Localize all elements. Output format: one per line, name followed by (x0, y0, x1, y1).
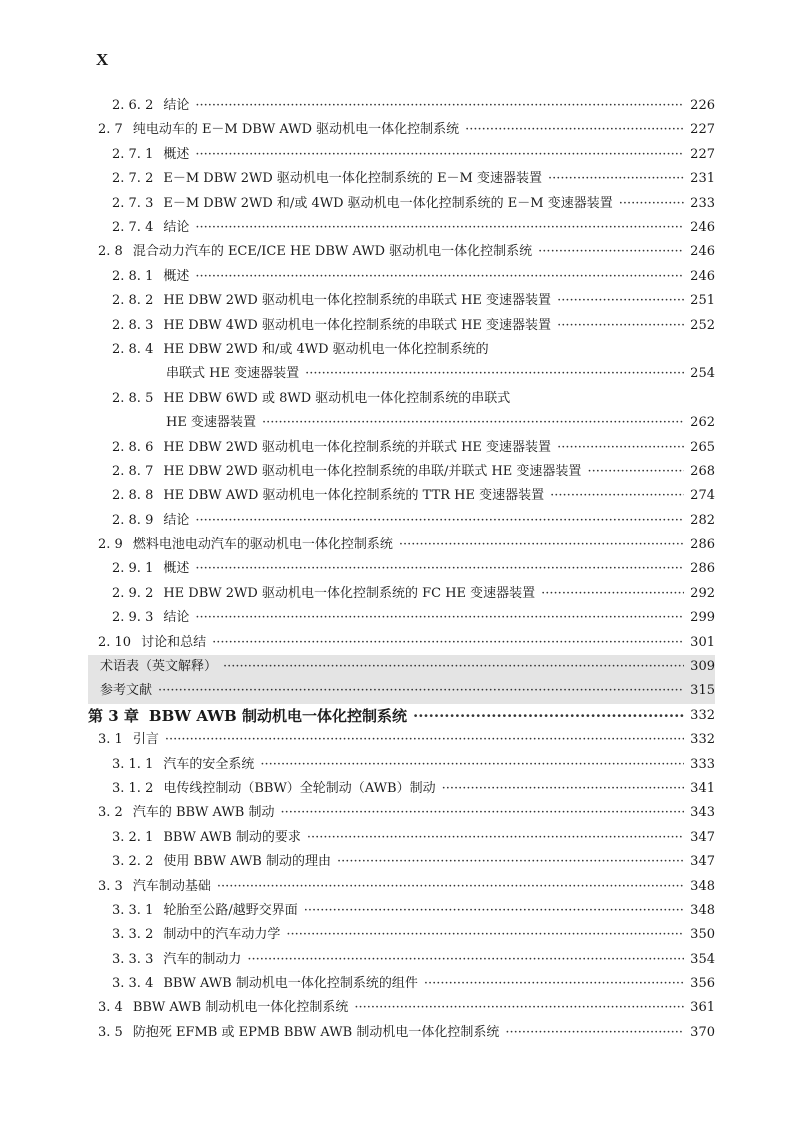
entry-title: 制动中的汽车动力学 (163, 927, 281, 943)
toc-entry[interactable] (88, 850, 715, 874)
entry-page: 343 (690, 805, 715, 821)
entry-title: 概述 (163, 146, 190, 162)
entry-number: 3. 2 (98, 805, 123, 821)
toc-chapter-entry[interactable] (88, 704, 715, 728)
entry-page: 226 (690, 98, 715, 113)
entry-number: 3. 4 (98, 1000, 123, 1016)
dot-leader (413, 704, 684, 728)
toc-entry[interactable] (88, 265, 715, 289)
toc-entry[interactable] (88, 338, 715, 387)
dot-leader (550, 484, 684, 508)
dot-leader (538, 240, 684, 264)
entry-title: HE DBW 2WD 驱动机电一体化控制系统的串联/并联式 HE 变速器装置 (163, 463, 582, 479)
toc-entry[interactable] (88, 948, 715, 972)
dot-leader (195, 509, 684, 533)
entry-number: 2. 8. 7 (112, 463, 154, 479)
entry-page: 246 (690, 219, 715, 235)
entry-page: 233 (690, 195, 715, 211)
toc-entry-line (88, 606, 715, 630)
entry-title: HE DBW 6WD 或 8WD 驱动机电一体化控制系统的串联式 (163, 390, 511, 406)
entry-page: 309 (690, 659, 715, 675)
entry-title: 参考文献 (100, 683, 153, 699)
toc-entry-first-line (88, 387, 510, 411)
dot-leader (557, 436, 684, 460)
toc-entry[interactable] (88, 777, 715, 801)
toc-entry-line (88, 679, 715, 703)
entry-number: 2. 9. 1 (112, 561, 154, 577)
toc-entry-line (88, 875, 715, 899)
entry-number: 2. 8. 1 (112, 268, 154, 284)
toc-entry-line (88, 314, 715, 338)
entry-page: 274 (690, 488, 715, 504)
entry-number: 3. 2. 2 (112, 854, 154, 870)
entry-title: 汽车的 BBW AWB 制动 (132, 805, 275, 821)
dot-leader (548, 167, 684, 191)
toc-entry-line (88, 460, 715, 484)
entry-page: 252 (690, 317, 715, 333)
dot-leader (195, 606, 684, 630)
entry-number: 2. 10 (98, 634, 132, 650)
toc-entry[interactable] (88, 899, 715, 923)
toc-entry-line (88, 557, 715, 581)
toc-entry-line (88, 704, 715, 728)
entry-page: 262 (690, 415, 715, 431)
dot-leader (557, 289, 684, 313)
dot-leader (158, 679, 684, 703)
entry-title: 概述 (163, 268, 190, 284)
entry-title: 引言 (132, 732, 159, 748)
toc-entry[interactable] (88, 533, 715, 557)
entry-title: 汽车制动基础 (132, 878, 211, 894)
dot-leader (307, 826, 684, 850)
entry-page: 348 (690, 878, 715, 894)
entry-title: 结论 (163, 610, 190, 626)
entry-number: 3. 2. 1 (112, 829, 154, 845)
entry-title: 结论 (163, 512, 190, 528)
toc-entry[interactable] (88, 875, 715, 899)
toc-entry[interactable] (88, 582, 715, 606)
entry-number: 3. 1 (98, 732, 123, 748)
entry-title: 轮胎至公路/越野交界面 (163, 902, 298, 918)
toc-entry-line (88, 509, 715, 533)
dot-leader (195, 143, 684, 167)
dot-leader (557, 314, 684, 338)
entry-title: 概述 (163, 561, 190, 577)
toc-entry[interactable] (88, 484, 715, 508)
entry-number: 2. 8. 9 (112, 512, 154, 528)
entry-page: 246 (690, 268, 715, 284)
entry-number: 2. 8 (98, 244, 123, 260)
toc-entry[interactable] (88, 167, 715, 191)
toc-entry-line (88, 484, 715, 508)
dot-leader (619, 192, 684, 216)
entry-page: 227 (690, 146, 715, 162)
dot-leader (165, 728, 684, 752)
entry-page: 347 (690, 829, 715, 845)
entry-title: HE DBW AWD 驱动机电一体化控制系统的 TTR HE 变速器装置 (163, 488, 545, 504)
toc-entry[interactable] (88, 606, 715, 630)
entry-number: 2. 8. 2 (112, 293, 154, 309)
entry-page: 292 (690, 585, 715, 601)
entry-title: 汽车的安全系统 (163, 756, 255, 772)
toc-entry-line (88, 996, 715, 1020)
toc-entry-line (88, 436, 715, 460)
page-number: X (96, 50, 109, 69)
toc-entry[interactable] (88, 801, 715, 825)
entry-page: 348 (690, 902, 715, 918)
dot-leader (442, 777, 685, 801)
dot-leader (260, 753, 684, 777)
entry-title: 讨论和总结 (141, 634, 207, 650)
toc-entry-line (88, 777, 715, 801)
dot-leader (247, 948, 684, 972)
entry-number: 2. 7. 4 (112, 219, 154, 235)
entry-title: 电传线控制动（BBW）全轮制动（AWB）制动 (163, 780, 436, 796)
entry-number: 2. 9. 2 (112, 585, 154, 601)
entry-number: 2. 7 (98, 122, 123, 138)
entry-number: 2. 9. 3 (112, 610, 154, 626)
entry-title: BBW AWB 制动的要求 (163, 829, 301, 845)
entry-title: BBW AWB 制动机电一体化控制系统 (132, 1000, 349, 1016)
toc-entry[interactable] (88, 387, 715, 436)
entry-number: 第 3 章 (88, 706, 139, 725)
entry-page: 354 (690, 951, 715, 967)
entry-number: 3. 1. 2 (112, 780, 154, 796)
entry-number: 3. 3. 1 (112, 902, 154, 918)
entry-title: 混合动力汽车的 ECE/ICE HE DBW AWD 驱动机电一体化控制系统 (132, 244, 533, 260)
toc-entry-line (88, 582, 715, 606)
toc-entry[interactable] (88, 679, 715, 703)
entry-page: 251 (690, 293, 715, 309)
toc-entry[interactable] (88, 143, 715, 167)
entry-title-continued: HE 变速器装置 (166, 415, 256, 431)
dot-leader (305, 362, 684, 386)
dot-leader (280, 801, 684, 825)
dot-leader (217, 875, 684, 899)
dot-leader (541, 582, 684, 606)
entry-page: 231 (690, 171, 715, 187)
toc-entry[interactable] (88, 460, 715, 484)
toc-entry-line (88, 1021, 715, 1045)
entry-page: 332 (690, 732, 715, 748)
toc-entry[interactable] (88, 753, 715, 777)
toc-entry[interactable] (88, 289, 715, 313)
toc-entry-line (88, 240, 715, 264)
dot-leader (195, 216, 684, 240)
toc-entry[interactable] (88, 94, 715, 118)
entry-page: 268 (690, 463, 715, 479)
entry-page: 286 (690, 537, 715, 553)
entry-title: 防抱死 EFMB 或 EPMB BBW AWB 制动机电一体化控制系统 (132, 1024, 500, 1040)
entry-page: 332 (690, 707, 715, 723)
toc-entry-line (88, 972, 715, 996)
toc-entry-first-line (88, 338, 489, 362)
toc-entry[interactable] (88, 557, 715, 581)
toc-entry[interactable] (88, 631, 715, 655)
toc-entry[interactable] (88, 826, 715, 850)
entry-page: 341 (690, 780, 715, 796)
entry-title: 使用 BBW AWB 制动的理由 (163, 854, 331, 870)
entry-number: 3. 3. 4 (112, 976, 154, 992)
toc-entry-line (88, 923, 715, 947)
toc-entry[interactable] (88, 728, 715, 752)
entry-number: 3. 3 (98, 878, 123, 894)
entry-page: 227 (690, 122, 715, 138)
entry-title: HE DBW 4WD 驱动机电一体化控制系统的串联式 HE 变速器装置 (163, 317, 552, 333)
entry-number: 3. 1. 1 (112, 756, 154, 772)
dot-leader (399, 533, 684, 557)
entry-title: HE DBW 2WD 驱动机电一体化控制系统的串联式 HE 变速器装置 (163, 293, 552, 309)
dot-leader (337, 850, 684, 874)
entry-page: 315 (690, 683, 715, 699)
toc-entry-line (88, 850, 715, 874)
entry-title: HE DBW 2WD 驱动机电一体化控制系统的 FC HE 变速器装置 (163, 585, 536, 601)
entry-title: E－M DBW 2WD 驱动机电一体化控制系统的 E－M 变速器装置 (163, 171, 543, 187)
entry-page: 370 (690, 1024, 715, 1040)
dot-leader (465, 118, 684, 142)
toc-entry-second-line (88, 362, 715, 386)
entry-page: 246 (690, 244, 715, 260)
dot-leader (195, 94, 684, 118)
entry-number: 2. 7. 1 (112, 146, 154, 162)
dot-leader (505, 1021, 684, 1045)
toc-entry[interactable] (88, 1021, 715, 1045)
entry-page: 356 (690, 976, 715, 992)
entry-number: 2. 8. 4 (112, 341, 154, 357)
entry-page: 301 (690, 634, 715, 650)
toc-entry[interactable] (88, 436, 715, 460)
entry-page: 350 (690, 927, 715, 943)
toc-entry-line (88, 265, 715, 289)
entry-title: BBW AWB 制动机电一体化控制系统的组件 (163, 976, 418, 992)
toc-entry-line (88, 753, 715, 777)
toc-entry-line (88, 801, 715, 825)
entry-page: 254 (690, 366, 715, 382)
entry-title-continued: 串联式 HE 变速器装置 (166, 366, 300, 382)
entry-title: 结论 (163, 98, 190, 113)
toc-entry[interactable] (88, 655, 715, 679)
dot-leader (195, 557, 684, 581)
toc-entry-line (88, 192, 715, 216)
entry-page: 333 (690, 756, 715, 772)
entry-number: 2. 9 (98, 537, 123, 553)
dot-leader (304, 899, 684, 923)
toc-entry[interactable] (88, 996, 715, 1020)
dot-leader (286, 923, 684, 947)
toc-entry-line (88, 655, 715, 679)
dot-leader (223, 655, 684, 679)
toc-entry[interactable] (88, 923, 715, 947)
entry-number: 3. 5 (98, 1024, 123, 1040)
entry-number: 3. 3. 2 (112, 927, 154, 943)
table-of-contents (88, 94, 715, 1045)
toc-entry-second-line (88, 411, 715, 435)
entry-number: 2. 7. 2 (112, 171, 154, 187)
toc-entry[interactable] (88, 118, 715, 142)
toc-entry[interactable] (88, 972, 715, 996)
dot-leader (195, 265, 684, 289)
entry-title: 纯电动车的 E－M DBW AWD 驱动机电一体化控制系统 (132, 122, 460, 138)
entry-title: 燃料电池电动汽车的驱动机电一体化控制系统 (132, 537, 393, 553)
entry-number: 3. 3. 3 (112, 951, 154, 967)
entry-title: 结论 (163, 219, 190, 235)
entry-number: 2. 8. 6 (112, 439, 154, 455)
dot-leader (212, 631, 684, 655)
toc-entry-line (88, 631, 715, 655)
dot-leader (424, 972, 684, 996)
entry-title: HE DBW 2WD 驱动机电一体化控制系统的并联式 HE 变速器装置 (163, 439, 552, 455)
toc-entry-line (88, 216, 715, 240)
toc-entry[interactable] (88, 192, 715, 216)
entry-title: HE DBW 2WD 和/或 4WD 驱动机电一体化控制系统的 (163, 341, 489, 357)
entry-number: 2. 8. 8 (112, 488, 154, 504)
entry-number: 2. 8. 3 (112, 317, 154, 333)
entry-page: 361 (690, 1000, 715, 1016)
entry-title: 术语表（英文解释） (100, 659, 218, 675)
entry-number: 2. 8. 5 (112, 390, 154, 406)
entry-title: BBW AWB 制动机电一体化控制系统 (148, 706, 407, 725)
entry-page: 286 (690, 561, 715, 577)
toc-entry[interactable] (88, 216, 715, 240)
entry-title: 汽车的制动力 (163, 951, 242, 967)
entry-page: 347 (690, 854, 715, 870)
entry-title: E－M DBW 2WD 和/或 4WD 驱动机电一体化控制系统的 E－M 变速器装置 (163, 195, 613, 211)
toc-entry-line (88, 826, 715, 850)
entry-page: 265 (690, 439, 715, 455)
toc-entry-line (88, 167, 715, 191)
dot-leader (587, 460, 684, 484)
dot-leader (262, 411, 684, 435)
entry-page: 282 (690, 512, 715, 528)
entry-number: 2. 6. 2 (112, 98, 154, 113)
toc-entry[interactable] (88, 509, 715, 533)
toc-entry-line (88, 728, 715, 752)
entry-number: 2. 7. 3 (112, 195, 154, 211)
dot-leader (354, 996, 684, 1020)
toc-entry-line (88, 289, 715, 313)
toc-entry-line (88, 533, 715, 557)
toc-entry-line (88, 899, 715, 923)
toc-entry-line (88, 143, 715, 167)
toc-entry[interactable] (88, 314, 715, 338)
entry-page: 299 (690, 610, 715, 626)
toc-entry-line (88, 118, 715, 142)
toc-entry-line (88, 94, 715, 118)
toc-entry-line (88, 948, 715, 972)
toc-entry[interactable] (88, 240, 715, 264)
